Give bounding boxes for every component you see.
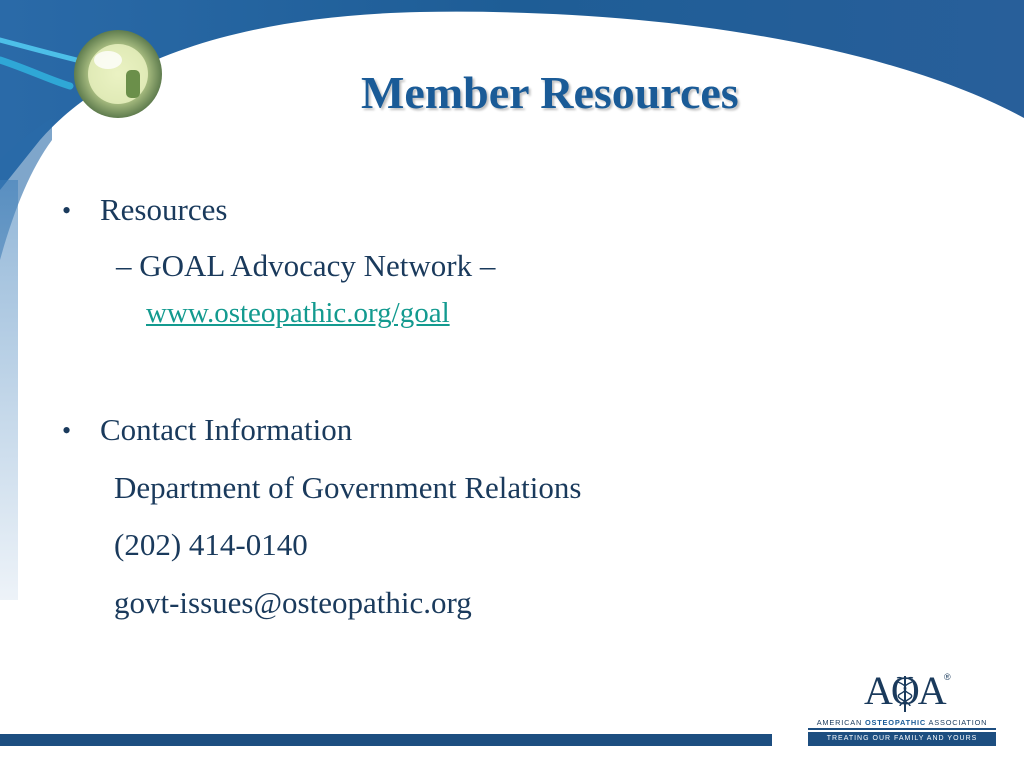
registered-mark: ® <box>944 672 951 682</box>
bullet-marker: • <box>62 196 72 225</box>
contact-department: Department of Government Relations <box>114 470 582 505</box>
logo-divider <box>808 728 996 730</box>
aoa-name: AMERICAN OSTEOPATHIC ASSOCIATION <box>816 718 988 727</box>
aoa-tagline: TREATING OUR FAMILY AND YOURS <box>808 732 996 746</box>
contact-email: govt-issues@osteopathic.org <box>114 585 472 620</box>
bullet-marker: • <box>62 416 72 445</box>
goal-link[interactable]: www.osteopathic.org/goal <box>146 297 450 329</box>
aoa-monogram: AOA <box>864 668 945 713</box>
slide-title: Member Resources <box>361 67 739 118</box>
aoa-logo <box>806 668 998 748</box>
section-heading-resources: Resources <box>100 192 228 227</box>
goal-advocacy-network-item: – GOAL Advocacy Network – <box>116 248 496 283</box>
contact-phone: (202) 414-0140 <box>114 527 308 562</box>
section-heading-contact: Contact Information <box>100 412 353 447</box>
caduceus-icon <box>894 674 916 714</box>
